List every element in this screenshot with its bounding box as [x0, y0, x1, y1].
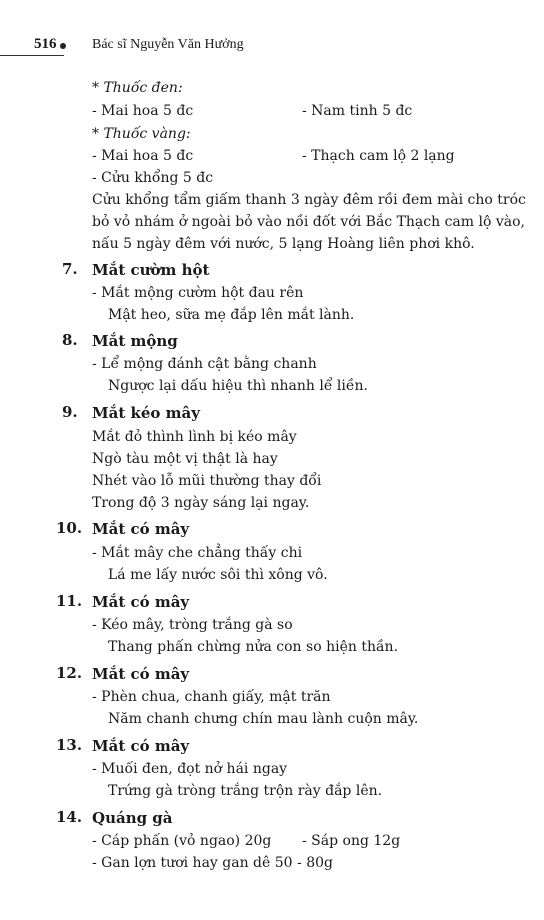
- section-title: Mắt có mây: [92, 520, 190, 538]
- section-title: Mắt mộng: [92, 332, 178, 350]
- thuoc-den-heading: * Thuốc đen:: [92, 80, 183, 96]
- section-line: Mật heo, sữa mẹ đắp lên mắt lành.: [108, 307, 355, 323]
- section-number: 13.: [56, 736, 83, 754]
- header-rule: [0, 55, 64, 56]
- section-line: Mắt đỏ thình lình bị kéo mây: [92, 429, 297, 445]
- section-line: - Phèn chua, chanh giấy, mật trăn: [92, 689, 331, 705]
- page-header: [0, 36, 544, 60]
- vang-item-right: - Thạch cam lộ 2 lạng: [302, 148, 455, 164]
- section-line: Ngược lại dấu hiệu thì nhanh lể liền.: [108, 378, 368, 394]
- section-title: Mắt kéo mây: [92, 404, 200, 422]
- section-line: - Kéo mây, tròng trắng gà so: [92, 617, 293, 633]
- section-title: Mắt có mây: [92, 593, 190, 611]
- section-title: Mắt cườm hột: [92, 261, 210, 279]
- section-line: - Cáp phấn (vỏ ngao) 20g: [92, 833, 272, 849]
- den-item-left: - Mai hoa 5 đc: [92, 103, 194, 119]
- vang-item-extra: - Cửu khổng 5 đc: [92, 170, 214, 186]
- bullet-dot-icon: [60, 43, 66, 49]
- thuoc-vang-heading: * Thuốc vàng:: [92, 126, 191, 142]
- section-line: - Muối đen, đọt nở hái ngay: [92, 761, 288, 777]
- section-number: 9.: [62, 403, 78, 421]
- section-line: Lá me lấy nước sôi thì xông vô.: [108, 567, 328, 583]
- section-line: Ngò tàu một vị thật là hay: [92, 451, 278, 467]
- section-line: - Mắt mây che chẳng thấy chi: [92, 545, 303, 561]
- section-number: 12.: [56, 664, 83, 682]
- section-number: 10.: [56, 519, 83, 537]
- section-line: Nhét vào lỗ mũi thường thay đổi: [92, 473, 322, 489]
- section-line: - Lể mộng đánh cật bằng chanh: [92, 356, 317, 372]
- section-title: Mắt có mây: [92, 737, 190, 755]
- den-item-right: - Nam tinh 5 đc: [302, 103, 413, 119]
- section-line: - Gan lợn tươi hay gan dê 50 - 80g: [92, 855, 333, 871]
- section-number: 11.: [56, 592, 83, 610]
- section-number: 7.: [62, 260, 78, 278]
- page-number: 516: [34, 36, 57, 52]
- running-head-author: Bác sĩ Nguyễn Văn Hưởng: [92, 37, 244, 52]
- intro-paragraph-line: Cửu khổng tẩm giấm thanh 3 ngày đêm rồi đem mài cho tróc: [92, 192, 526, 208]
- section-line: - Mắt mộng cườm hột đau rên: [92, 285, 304, 301]
- vang-item-left: - Mai hoa 5 đc: [92, 148, 194, 164]
- section-line: Thang phấn chừng nửa con so hiện thần.: [108, 639, 399, 655]
- section-line: Năm chanh chưng chín mau lành cuộn mây.: [108, 711, 419, 727]
- section-line: - Sáp ong 12g: [302, 833, 401, 849]
- section-line: Trứng gà tròng trắng trộn rày đắp lên.: [108, 783, 383, 799]
- section-number: 8.: [62, 331, 78, 349]
- section-title: Quáng gà: [92, 809, 173, 827]
- intro-paragraph-line: nấu 5 ngày đêm với nước, 5 lạng Hoàng liên phơi khô.: [92, 236, 475, 252]
- section-number: 14.: [56, 808, 83, 826]
- section-title: Mắt có mây: [92, 665, 190, 683]
- intro-paragraph-line: bỏ vỏ nhám ở ngoài bỏ vào nồi đốt với Bắc Thạch cam lộ vào,: [92, 214, 525, 230]
- section-line: Trong độ 3 ngày sáng lại ngay.: [92, 495, 310, 511]
